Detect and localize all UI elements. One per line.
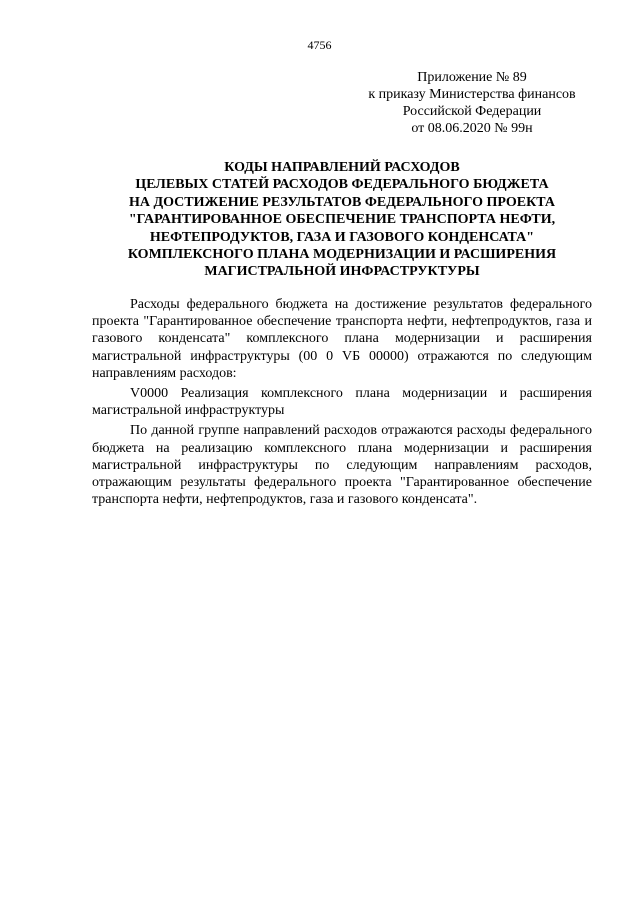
appendix-order-ref: к приказу Министерства финансов [368,87,576,102]
body-paragraph-description: По данной группе направлений расходов отражаются расходы федерального бюджета на реализацию комплексного плана модернизации и расширения магистральной инфраструктуры по следующим направлениям расходов, отражающим результаты федерального проекта "Гарантированное обеспечение транспорта нефти, нефтепродуктов, газа и газового конденсата". [92,423,592,508]
page-number: 4756 [307,38,332,52]
title-line: НА ДОСТИЖЕНИЕ РЕЗУЛЬТАТОВ ФЕДЕРАЛЬНОГО ПРОЕКТА [128,194,555,210]
title-line: КОМПЛЕКСНОГО ПЛАНА МОДЕРНИЗАЦИИ И РАСШИРЕНИЯ [127,247,557,263]
title-line: ЦЕЛЕВЫХ СТАТЕЙ РАСХОДОВ ФЕДЕРАЛЬНОГО БЮДЖЕТА [135,177,549,193]
body-paragraph-intro: Расходы федерального бюджета на достижение результатов федерального проекта "Гарантированное обеспечение транспорта нефти, нефтепродуктов, газа и газового конденсата" комплексного плана модернизации и расширения магистральной инфраструктуры (00 0 VБ 00000) отражаются по следующим направлениям расходов: [92,297,592,381]
document-body [92,296,592,511]
document-title [92,159,592,281]
title-line: КОДЫ НАПРАВЛЕНИЙ РАСХОДОВ [224,160,460,175]
appendix-number: Приложение № 89 [417,70,527,85]
title-line: "ГАРАНТИРОВАННОЕ ОБЕСПЕЧЕНИЕ ТРАНСПОРТА НЕФТИ, [128,212,556,228]
appendix-country: Российской Федерации [402,104,542,119]
title-line: НЕФТЕПРОДУКТОВ, ГАЗА И ГАЗОВОГО КОНДЕНСАТА" [149,229,535,245]
appendix-order-date: от 08.06.2020 № 99н [411,121,533,136]
title-line: МАГИСТРАЛЬНОЙ ИНФРАСТРУКТУРЫ [204,264,480,280]
body-paragraph-code-v0000: V0000 Реализация комплексного плана модернизации и расширения магистральной инфраструктуры [92,386,592,419]
appendix-header [352,69,592,137]
